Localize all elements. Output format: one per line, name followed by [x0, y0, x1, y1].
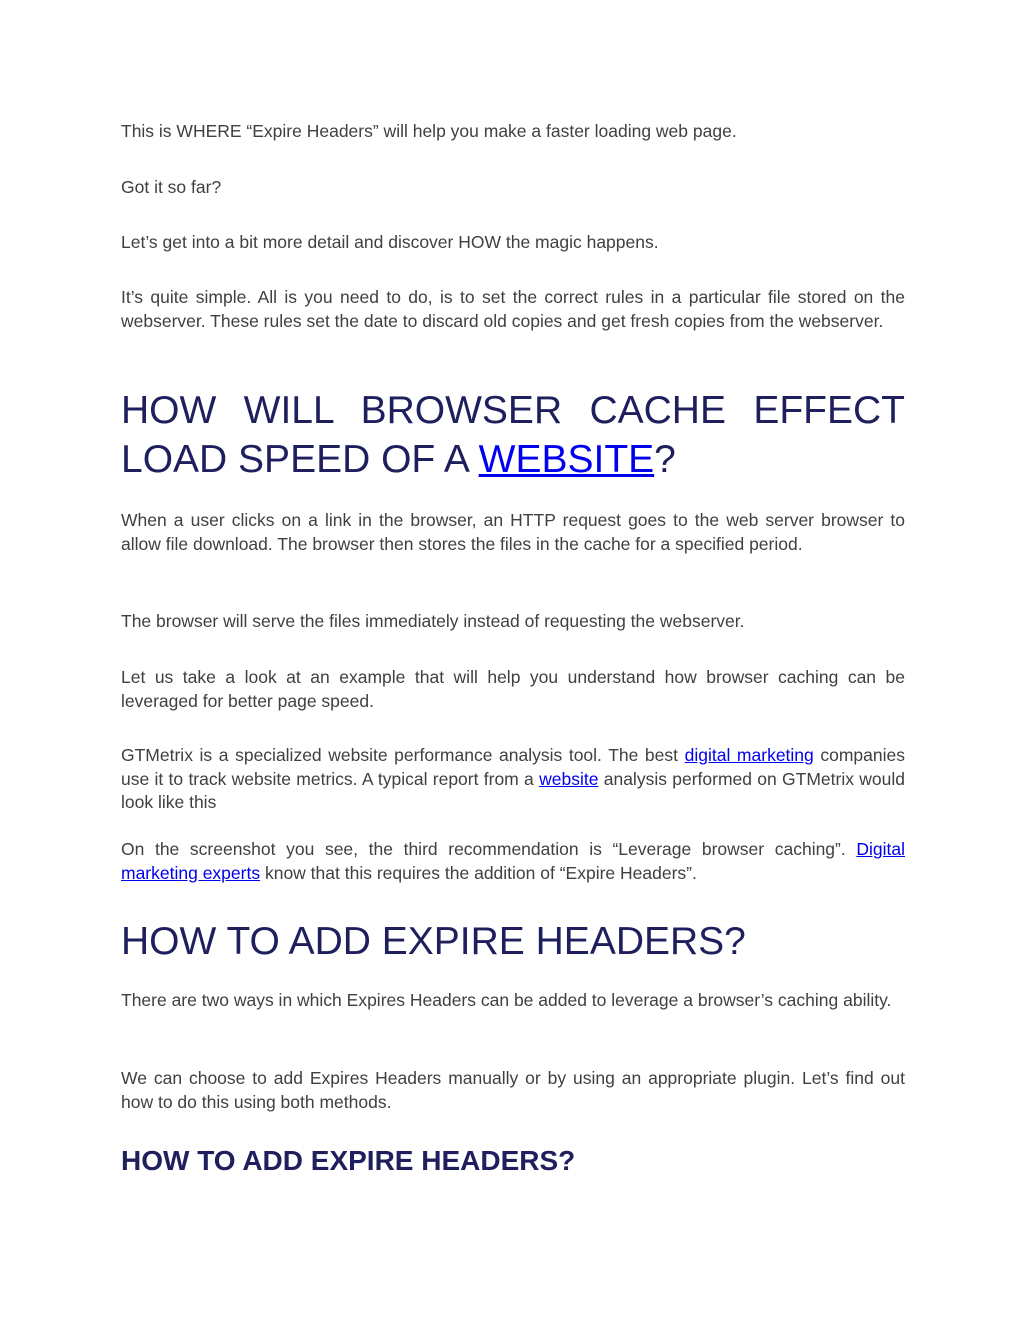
paragraph-more-detail: Let’s get into a bit more detail and discover HOW the magic happens.: [121, 232, 659, 252]
heading-browser-cache-text: HOW WILL BROWSER CACHE EFFECT LOAD SPEED OF A: [121, 389, 905, 481]
gtmetrix-text-after: analysis performed on GTMetrix would look like this: [121, 768, 906, 812]
paragraph-screenshot-recommendation: [121, 838, 905, 885]
paragraph-choose-method: We can choose to add Expires Headers manually or by using an appropriate plugin. Let’s find out how to do this using both methods.: [121, 1068, 905, 1112]
paragraph-user-clicks: When a user clicks on a link in the browser, an HTTP request goes to the web server browser to allow file download. The browser then stores the files in the cache for a specified period.: [121, 510, 905, 554]
gtmetrix-text-before: GTMetrix is a specialized website performance analysis tool. The best: [121, 745, 685, 765]
gtmetrix-text-middle: companies use it to track website metrics. A typical report from a: [121, 745, 905, 789]
digital-marketing-link[interactable]: digital marketing: [684, 745, 814, 765]
heading-how-to-add-expire-headers: HOW TO ADD EXPIRE HEADERS?: [121, 920, 746, 963]
heading-browser-cache-effect: [121, 386, 905, 484]
paragraph-two-ways: There are two ways in which Expires Headers can be added to leverage a browser’s caching ability.: [121, 990, 892, 1010]
recommendation-text-after: know that this requires the addition of “Expire Headers”.: [260, 862, 697, 883]
digital-marketing-experts-link[interactable]: Digital marketing experts: [121, 839, 905, 883]
paragraph-expire-headers-intro: This is WHERE “Expire Headers” will help you make a faster loading web page.: [121, 121, 737, 141]
paragraph-gtmetrix: [121, 744, 905, 815]
paragraph-example: Let us take a look at an example that will help you understand how browser caching can be leveraged for better page speed.: [121, 667, 905, 711]
website-link[interactable]: WEBSITE: [478, 438, 655, 481]
website-analysis-link[interactable]: website: [539, 768, 599, 789]
recommendation-text-before: On the screenshot you see, the third recommendation is “Leverage browser caching”.: [121, 839, 857, 859]
subheading-how-to-add-expire-headers: HOW TO ADD EXPIRE HEADERS?: [121, 1145, 576, 1176]
heading-browser-cache-suffix: ?: [654, 438, 676, 481]
paragraph-quite-simple: It’s quite simple. All is you need to do, is to set the correct rules in a particular file stored on the webserver. These rules set the date to discard old copies and get fresh copies from the webserver.: [121, 287, 905, 331]
paragraph-browser-serve: The browser will serve the files immediately instead of requesting the webserver.: [121, 611, 745, 631]
paragraph-got-it: Got it so far?: [121, 177, 222, 197]
